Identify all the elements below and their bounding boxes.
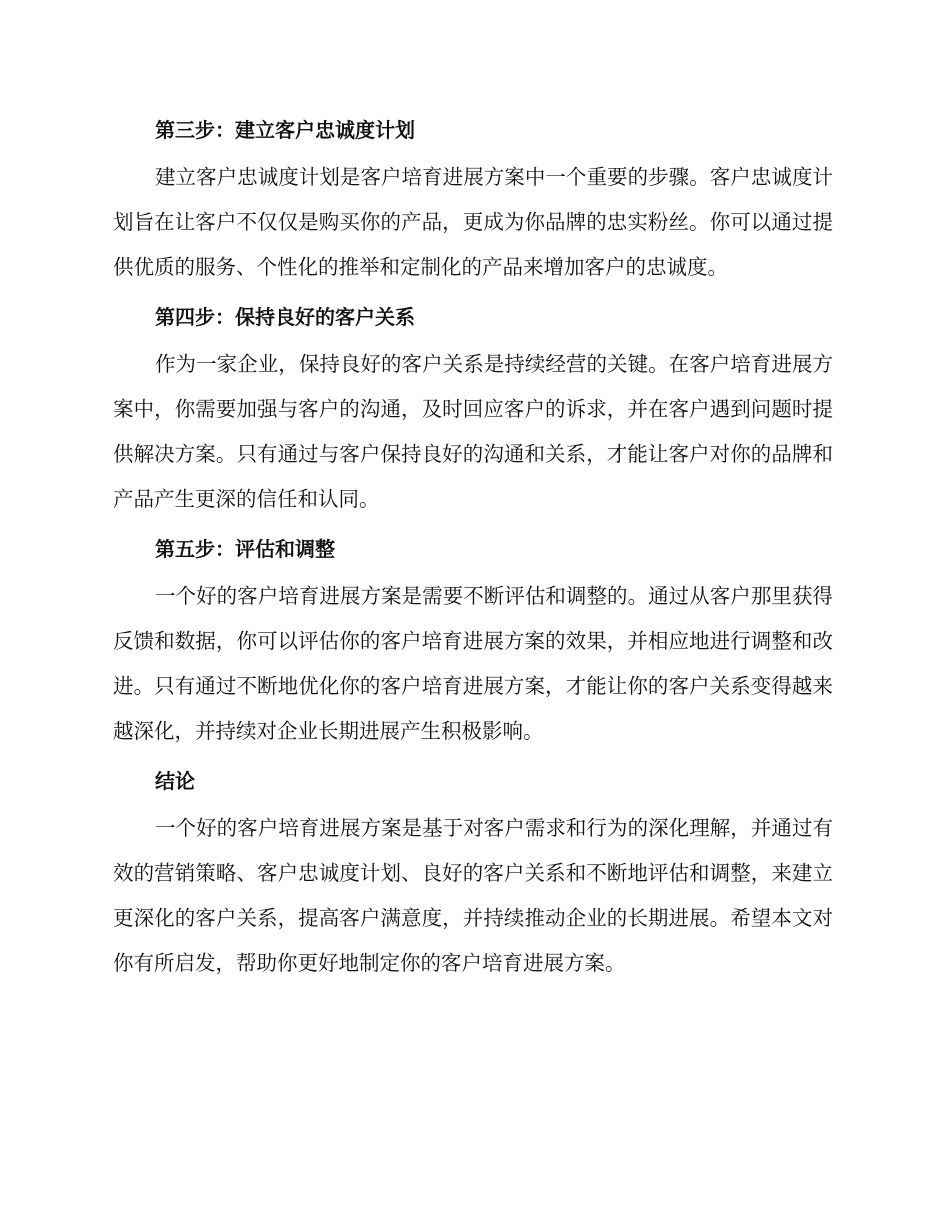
section-step-four: [113, 295, 833, 522]
section-paragraph: 一个好的客户培育进展方案是需要不断评估和调整的。通过从客户那里获得反馈和数据，你可以评估你的客户培育进展方案的效果，并相应地进行调整和改进。只有通过不断地优化你的客户培育进展方案，才能让你的客户关系变得越来越深化，并持续对企业长期进展产生积极影响。: [113, 584, 833, 743]
section-step-three: [113, 108, 833, 290]
section-step-five: [113, 527, 833, 754]
section-heading: 第四步：保持良好的客户关系: [155, 305, 415, 329]
section-heading: 第五步：评估和调整: [155, 537, 335, 561]
section-conclusion: [113, 759, 833, 986]
document-page: [113, 108, 833, 991]
section-heading: 第三步：建立客户忠诚度计划: [155, 118, 415, 142]
section-paragraph: 作为一家企业，保持良好的客户关系是持续经营的关键。在客户培育进展方案中，你需要加强与客户的沟通，及时回应客户的诉求，并在客户遇到问题时提供解决方案。只有通过与客户保持良好的沟通和关系，才能让客户对你的品牌和产品产生更深的信任和认同。: [113, 352, 833, 511]
section-heading: 结论: [155, 769, 195, 793]
section-paragraph: 一个好的客户培育进展方案是基于对客户需求和行为的深化理解，并通过有效的营销策略、客户忠诚度计划、良好的客户关系和不断地评估和调整，来建立更深化的客户关系，提高客户满意度，并持续推动企业的长期进展。希望本文对你有所启发，帮助你更好地制定你的客户培育进展方案。: [113, 816, 833, 975]
section-paragraph: 建立客户忠诚度计划是客户培育进展方案中一个重要的步骤。客户忠诚度计划旨在让客户不仅仅是购买你的产品，更成为你品牌的忠实粉丝。你可以通过提供优质的服务、个性化的推举和定制化的产品来增加客户的忠诚度。: [113, 165, 833, 279]
